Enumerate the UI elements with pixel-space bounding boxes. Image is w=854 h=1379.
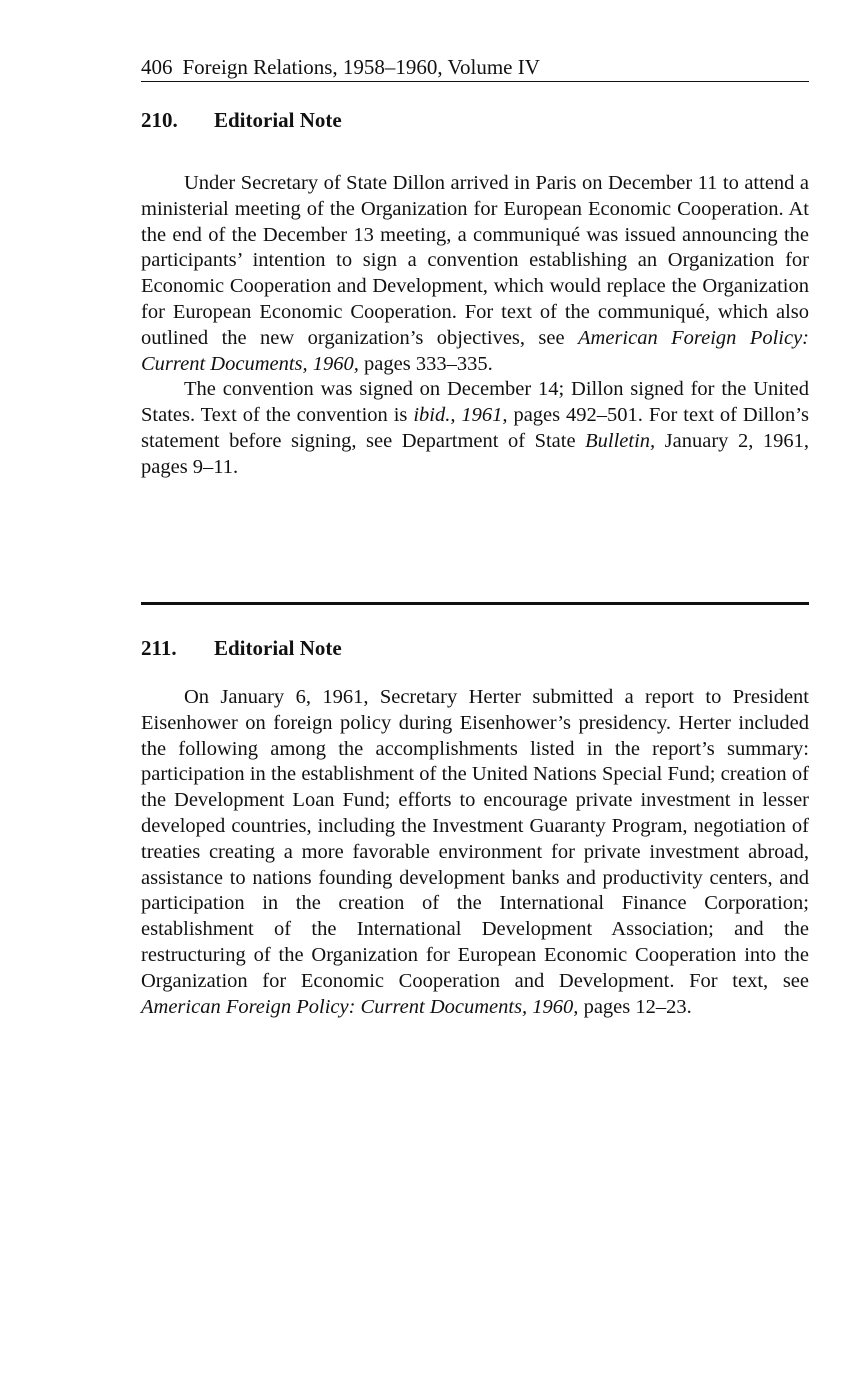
section-210-body: [141, 171, 809, 481]
section-title: Editorial Note: [214, 108, 342, 132]
text-run: The convention was signed on December 14; Dillon signed for the United States. Text of the convention is: [141, 378, 809, 427]
italic-text-run: American Foreign Policy: Current Documents, 1960,: [141, 995, 579, 1018]
paragraph: [141, 685, 809, 1020]
section-title: Editorial Note: [214, 636, 342, 660]
running-header: [141, 54, 809, 82]
section-divider: [141, 602, 809, 605]
running-title: Foreign Relations, 1958–1960, Volume IV: [182, 55, 540, 79]
paragraph: [141, 377, 809, 480]
paragraph: [141, 171, 809, 377]
section-number: 210.: [141, 108, 178, 132]
text-run: pages 492–501. For text of Dillon’s statement before signing, see Department of State: [141, 404, 809, 452]
text-run: pages 12–23.: [578, 995, 692, 1018]
italic-text-run: Bulletin,: [585, 429, 656, 452]
page-number: 406: [141, 55, 173, 79]
text-run: Under Secretary of State Dillon arrived in Paris on December 11 to attend a ministerial meeting of the Organization for European Economic Cooperation. At the end of the December 13 meeting, a communiqué was issued announcing the participants’ intention to sign a convention establishing an Organization for Economic Cooperation and Development, which would replace the Organization for European Economic Cooperation. For text of the communiqué, which also outlined the new organization’s objectives, see: [141, 172, 809, 349]
text-run: January 2, 1961, pages 9–11.: [141, 429, 809, 478]
section-211-heading: [141, 635, 342, 661]
section-number: 211.: [141, 636, 177, 660]
italic-text-run: American Foreign Policy: Current Documents, 1960,: [141, 326, 810, 375]
section-211-body: [141, 685, 809, 1020]
section-210-heading: [141, 107, 342, 133]
italic-text-run: ibid., 1961,: [413, 404, 508, 427]
text-run: On January 6, 1961, Secretary Herter submitted a report to President Eisenhower on foreign policy during Eisenhower’s presidency. Herter included the following among the accomplishments listed in the report’s summary: participation in the establishment of the United Nations Special Fund; creation of the Development Loan Fund; efforts to encourage private investment in lesser developed countries, including the Investment Guaranty Program, negotiation of treaties creating a more favorable environment for private investment abroad, assistance to nations founding development banks and productivity centers, and participation in the creation of the International Finance Corporation; establishment of the International Development Association; and the restructuring of the Organization for European Economic Cooperation into the Organization for Economic Cooperation and Development. For text, see: [141, 686, 809, 992]
text-run: pages 333–335.: [358, 352, 493, 375]
